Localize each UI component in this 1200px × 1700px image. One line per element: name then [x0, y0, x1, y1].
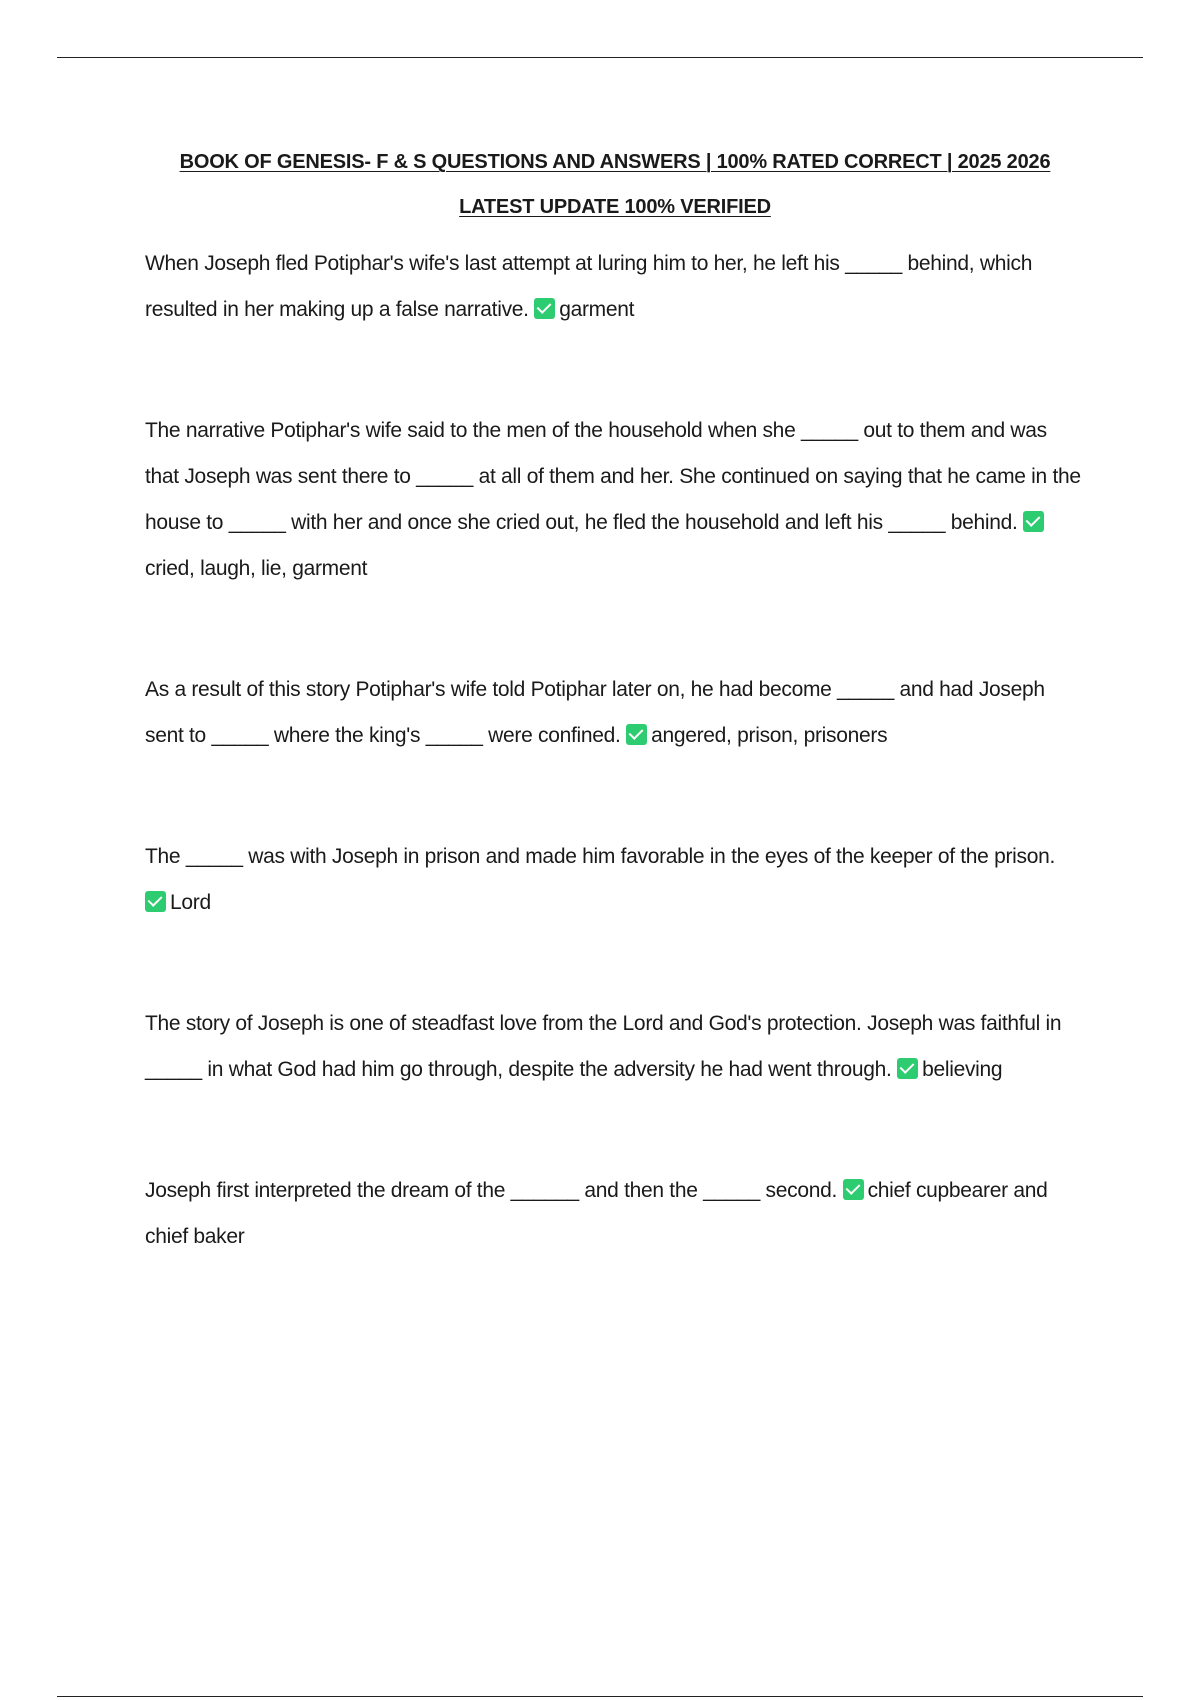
question-text: The story of Joseph is one of steadfast love from the Lord and God's protection. Joseph was faithful in _____ in what God had him go through, despite the adversity he had went through. [145, 1012, 1062, 1081]
check-icon [843, 1179, 864, 1200]
bottom-rule [57, 1696, 1143, 1697]
document-title [145, 140, 1085, 230]
answer-text: Lord [170, 891, 211, 914]
qa-item-4 [145, 834, 1085, 926]
answer-text: chief cupbearer and chief baker [145, 1179, 1048, 1248]
question-text: Joseph first interpreted the dream of the ______ and then the _____ second. [145, 1179, 838, 1202]
question-text: As a result of this story Potiphar's wife told Potiphar later on, he had become _____ and had Joseph sent to _____ where the king's _____ were confined. [145, 678, 1045, 747]
qa-list [145, 241, 1085, 1260]
answer-text: angered, prison, prisoners [651, 724, 888, 747]
question-text: The narrative Potiphar's wife said to the men of the household when she _____ out to them and was that Joseph was sent there to _____ at all of them and her. She continued on saying that he came in the house to _____ with her and once she cried out, he fled the household and left his _____ behind. [145, 419, 1081, 534]
answer-text: cried, laugh, lie, garment [145, 557, 368, 580]
answer-text: believing [922, 1058, 1003, 1081]
question-text: The _____ was with Joseph in prison and made him favorable in the eyes of the keeper of the prison. [145, 845, 1056, 868]
check-icon [534, 298, 555, 319]
answer-text: garment [559, 298, 635, 321]
check-icon [626, 724, 647, 745]
check-icon [145, 891, 166, 912]
title-line-1: BOOK OF GENESIS- F & S QUESTIONS AND ANSWERS | 100% RATED CORRECT | 2025 2026 [179, 151, 1051, 173]
qa-item-2 [145, 408, 1085, 592]
qa-item-5 [145, 1001, 1085, 1093]
question-text: When Joseph fled Potiphar's wife's last attempt at luring him to her, he left his _____ behind, which resulted in her making up a false narrative. [145, 252, 1033, 321]
top-rule [57, 57, 1143, 58]
qa-item-6 [145, 1168, 1085, 1260]
check-icon [897, 1058, 918, 1079]
qa-item-1 [145, 241, 1085, 333]
check-icon [1023, 511, 1044, 532]
title-line-2: LATEST UPDATE 100% VERIFIED [459, 196, 771, 218]
qa-item-3 [145, 667, 1085, 759]
